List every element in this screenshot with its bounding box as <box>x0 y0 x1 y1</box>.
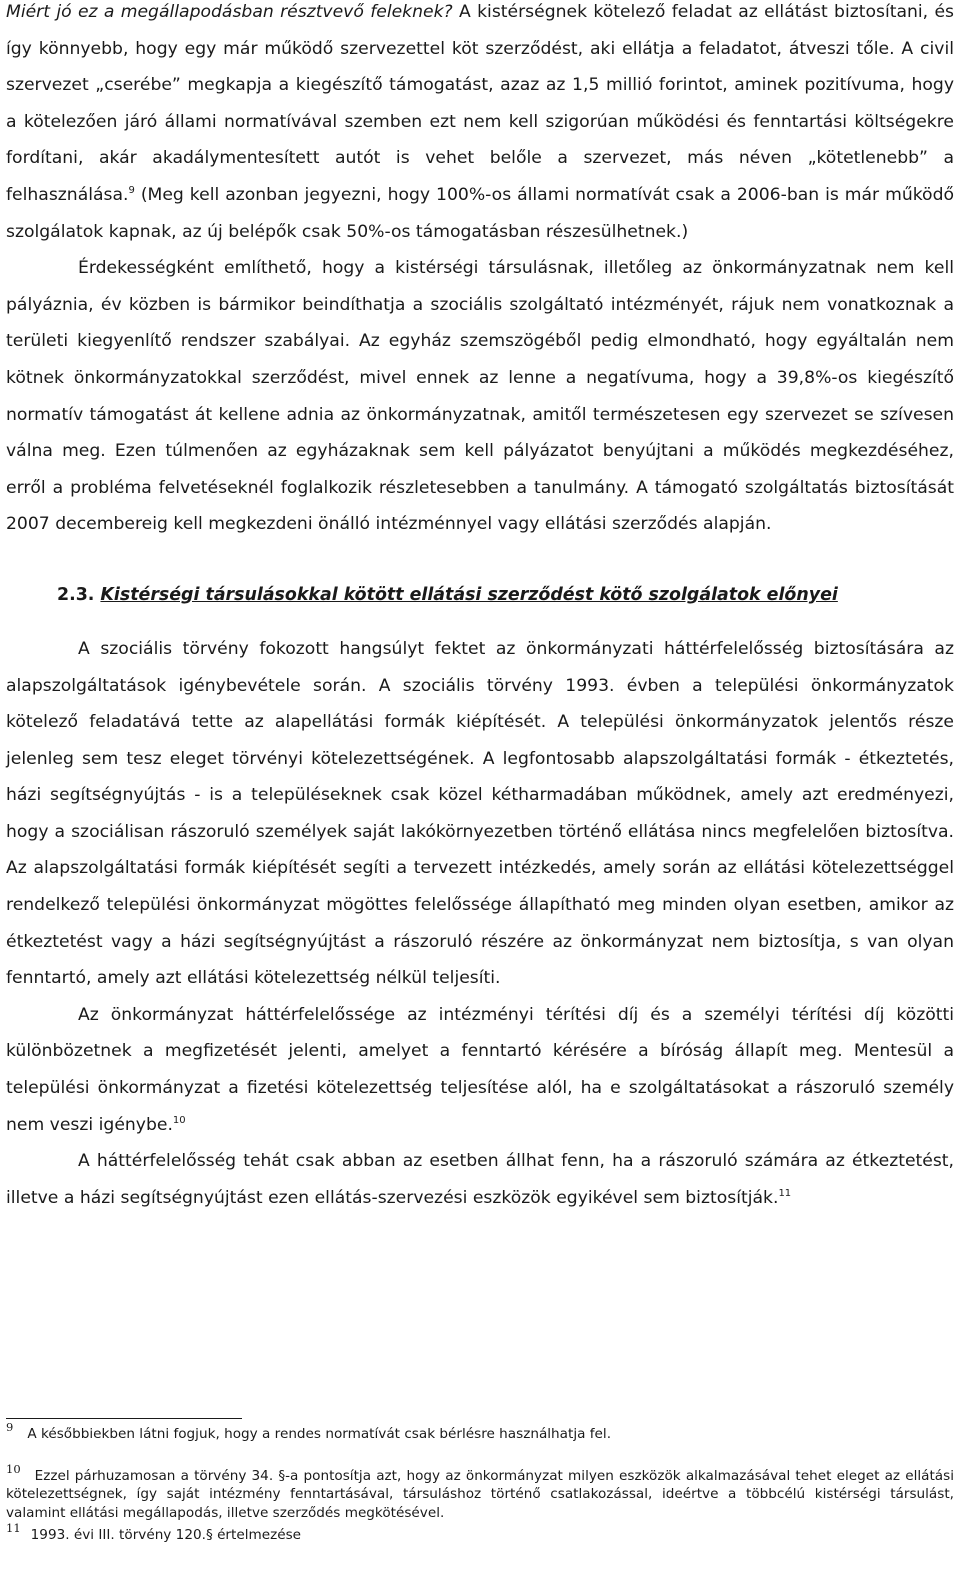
section-heading <box>6 577 954 613</box>
paragraph-1 <box>6 0 954 250</box>
paragraph-4 <box>6 997 954 1143</box>
footnote-11 <box>6 1521 954 1545</box>
footnote-ref-9[interactable]: 9 <box>128 184 135 196</box>
footnote-ref-11[interactable]: 11 <box>778 1187 792 1199</box>
paragraph-5 <box>6 1143 954 1216</box>
paragraph-1-question: Miért jó ez a megállapodásban résztvevő feleknek? <box>6 2 453 22</box>
document-page <box>6 0 954 1216</box>
footnote-mark: 9 <box>6 1420 14 1434</box>
footnote-divider <box>6 1418 242 1419</box>
section-title: Kistérségi társulásokkal kötött ellátási szerződést kötő szolgálatok előnyei <box>100 584 838 605</box>
footnote-text: A későbbiekben látni fogjuk, hogy a rendes normatívát csak bérlésre használhatja fel. <box>27 1426 612 1442</box>
paragraph-5-text: A háttérfelelősség tehát csak abban az esetben állhat fenn, ha a rászoruló számára az étkeztetést, illetve a házi segítségnyújtást ezen ellátás-szervezési eszközök egyikével sem biztosítják. <box>6 1151 954 1208</box>
footnote-10 <box>6 1461 954 1523</box>
footnote-text: 1993. évi III. törvény 120.§ értelmezése <box>30 1527 302 1543</box>
paragraph-1-tail: (Meg kell azonban jegyezni, hogy 100%-os állami normatívát csak a 2006-ban is már működő szolgálatok kapnak, az új belépők csak 50%-os támogatásban részesülhetnek.) <box>6 184 954 242</box>
footnote-mark: 11 <box>6 1521 21 1535</box>
footnote-ref-10[interactable]: 10 <box>172 1114 186 1126</box>
section-number: 2.3. <box>57 584 95 605</box>
footnote-9 <box>6 1420 954 1444</box>
paragraph-1-text: A kistérségnek kötelező feladat az ellátást biztosítani, és így könnyebb, hogy egy már működő szervezettel köt szerződést, aki ellátja a feladatot, átveszi tőle. A civil szervezet „cserébe” megkapja a kiegészítő támogatást, azaz az 1,5 millió forintot, aminek pozitívuma, hogy a kötelezően járó állami normatívával szemben ezt nem kell szigorúan működési és fenntartási költségekre fordítani, akár akadálymentesített autót is vehet belőle a szervezet, más néven „kötetlenebb” a felhasználása. <box>6 2 954 205</box>
footnotes <box>6 1418 954 1545</box>
paragraph-2: Érdekességként említhető, hogy a kistérségi társulásnak, illetőleg az önkormányzatnak nem kell pályáznia, év közben is bármikor beindíthatja a szociális szolgáltató intézményét, rájuk nem vonatkoznak a területi kiegyenlítő rendszer szabályai. Az egyház szemszögéből pedig elmondható, hogy egyáltalán nem kötnek önkormányzatokkal szerződést, mivel ennek az lenne a negatívuma, hogy a 39,8%-os kiegészítő normatív támogatást át kellene adnia az önkormányzatnak, amitől természetesen egy szervezet se szívesen válna meg. Ezen túlmenően az egyházaknak sem kell pályázatot benyújtani a működés megkezdéséhez, erről a probléma felvetéseknél foglalkozik részletesebben a tanulmány. A támogató szolgáltatás biztosítását 2007 decembereig kell megkezdeni önálló intézménnyel vagy ellátási szerződés alapján. <box>6 258 954 535</box>
footnote-text: Ezzel párhuzamosan a törvény 34. §-a pontosítja azt, hogy az önkormányzat milyen eszközök alkalmazásával tehet eleget az ellátási kötelezettségnek, így saját intézmény fenntartásával, társuláshoz történő csatlakozással, ideértve a többcélú kistérségi társulást, valamint ellátási megállapodás, illetve szerződés megkötésével. <box>6 1467 954 1521</box>
footnote-mark: 10 <box>6 1461 21 1476</box>
paragraph-3: A szociális törvény fokozott hangsúlyt fektet az önkormányzati háttérfelelősség biztosítására az alapszolgáltatások igénybevétele során. A szociális törvény 1993. évben a települési önkormányzatok kötelező feladatává tette az alapellátási formák kiépítését. A települési önkormányzatok jelentős része jelenleg sem tesz eleget törvényi kötelezettségének. A legfontosabb alapszolgáltatási formák - étkeztetés, házi segítségnyújtás - is a településeknek csak közel kétharmadában működnek, amely azt eredményezi, hogy a szociálisan rászoruló személyek saját lakókörnyezetben történő ellátása nincs megfelelően biztosítva. Az alapszolgáltatási formák kiépítését segíti a tervezett intézkedés, amely során az ellátási kötelezettséggel rendelkező települési önkormányzat mögöttes felelőssége állapítható meg minden olyan esetben, amikor az étkeztetést vagy a házi segítségnyújtást a rászoruló részére az önkormányzat nem biztosítja, s van olyan fenntartó, amely azt ellátási kötelezettség nélkül teljesíti. <box>6 638 954 989</box>
paragraph-4-text: Az önkormányzat háttérfelelőssége az intézményi térítési díj és a személyi térítési díj közötti különbözetnek a megfizetését jelenti, amelyet a fenntartó kérésére a bíróság állapít meg. Mentesül a települési önkormányzat a fizetési kötelezettség teljesítése alól, ha e szolgáltatásokat a rászoruló személy nem veszi igénybe. <box>6 1004 954 1135</box>
